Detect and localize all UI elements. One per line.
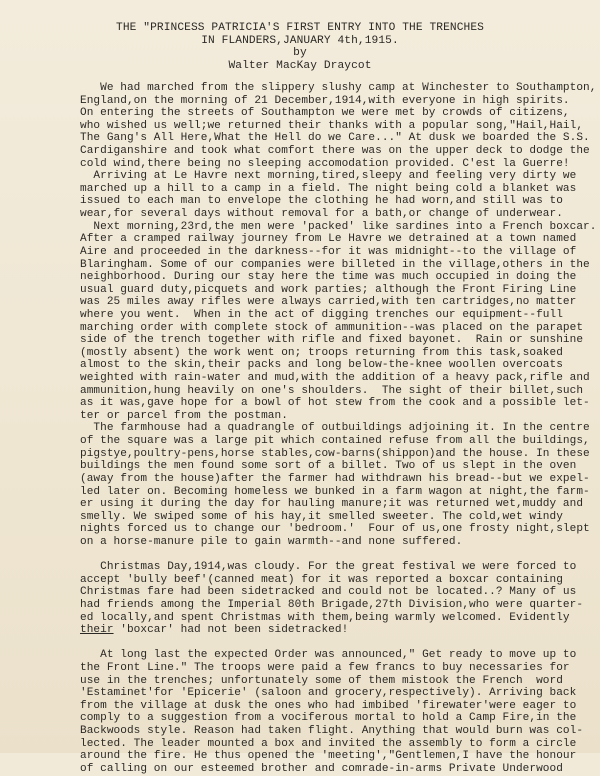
text-line: cold wind,there being no sleeping accomodation provided. C'est la Guerre! xyxy=(80,157,570,170)
text-line: ammunition,hung heavily on one's shoulders. The sight of their billet,such xyxy=(80,384,584,397)
text-line: of calling on our esteemed brother and comrade-in-arms Private Underwood xyxy=(80,762,563,775)
byline-author: Walter MacKay Draycot xyxy=(228,59,372,72)
paragraph xyxy=(80,221,600,423)
text-line: Next morning,23rd,the men were 'packed' like sardines into a French boxcar. xyxy=(80,220,597,233)
text-line: the Front Line." The troops were paid a few francs to buy necessaries for xyxy=(80,662,570,675)
text-line: as it was,gave hope for a bowl of hot stew from the cook and a possible let- xyxy=(80,397,590,410)
title-line-2: IN FLANDERS,JANUARY 4th,1915. xyxy=(201,34,399,47)
text-line: had friends among the Imperial 80th Brigade,27th Division,who were quarter- xyxy=(80,598,584,611)
document-header xyxy=(0,22,600,72)
text-line: where you went. When in the act of digging trenches our equipment--full xyxy=(80,308,563,321)
paragraph xyxy=(80,649,600,775)
text-line: neighborhood. During our stay here the time was much occupied in doing the xyxy=(80,271,577,284)
paragraph-gap xyxy=(80,637,600,650)
text-line: their 'boxcar' had not been sidetracked! xyxy=(80,624,349,637)
text-line: from the village at dusk the ones who had imbibed 'firewater'were eager to xyxy=(80,699,577,712)
text-line: Arriving at Le Havre next morning,tired,sleepy and feeling very dirty we xyxy=(80,170,577,183)
text-line: buildings the men found some sort of a billet. Two of us slept in the oven xyxy=(80,460,577,473)
title-line-1: THE "PRINCESS PATRICIA'S FIRST ENTRY INTO THE TRENCHES xyxy=(116,22,484,34)
text-line: use in the trenches; unfortunately some of them mistook the French word xyxy=(80,674,563,687)
text-line: After a cramped railway journey from Le Havre we detrained at a town named xyxy=(80,233,577,246)
text-line: Backwoods style. Reason had taken flight. Anything that would burn was col- xyxy=(80,725,584,738)
paragraph xyxy=(80,82,600,170)
text-line: weighted with rain-water and mud,with the addition of a heavy pack,rifle and xyxy=(80,372,590,385)
text-line: Cardiganshire and took what comfort there was on the upper deck to dodge the xyxy=(80,145,590,158)
document-body xyxy=(80,82,600,776)
text-line: who wished us well;we returned their thanks with a popular song,"Hail,Hail, xyxy=(80,119,584,132)
text-line: On entering the streets of Southampton we were met by crowds of citizens, xyxy=(80,107,570,120)
text-line: (away from the house)after the farmer had withdrawn his bread--but we expel- xyxy=(80,472,590,485)
text-line: At long last the expected Order was announced," Get ready to move up to xyxy=(80,649,577,662)
text-line: issued to each man to envelope the clothing he had worn,and still was to xyxy=(80,195,563,208)
text-line: 'Estaminet'for 'Epicerie' (saloon and grocery,respectively). Arriving back xyxy=(80,687,577,700)
text-line: England,on the morning of 21 December,1914,with everyone in high spirits. xyxy=(80,94,570,107)
text-line: on a horse-manure pile to gain warmth--and none suffered. xyxy=(80,535,463,548)
text-line: Aire and proceeded in the darkness--for it was midnight--to the village of xyxy=(80,245,577,258)
byline-by: by xyxy=(293,47,307,60)
text-line: ed locally,and spent Christmas with them,being warmly welcomed. Evidently xyxy=(80,611,570,624)
text-line: The farmhouse had a quadrangle of outbuildings adjoining it. In the centre xyxy=(80,422,590,435)
text-line: marching order with complete stock of ammunition--was placed on the parapet xyxy=(80,321,584,334)
text-line: usual guard duty,picquets and work parties; although the Front Firing Line xyxy=(80,283,577,296)
text-line: accept 'bully beef'(canned meat) for it was reported a boxcar containing xyxy=(80,573,563,586)
text-line: The Gang's All Here,What the Hell do we Care..." At dusk we boarded the S.S. xyxy=(80,132,590,145)
text-line: comply to a suggestion from a vociferous mortal to hold a Camp Fire,in the xyxy=(80,712,577,725)
text-line: er using it during the day for hauling manure;it was returned wet,muddy and xyxy=(80,498,584,511)
text-line: around the fire. He thus opened the 'meeting',"Gentlemen,I have the honour xyxy=(80,750,577,763)
text-line: smelly. We swiped some of his hay,it smelled sweeter. The cold,wet windy xyxy=(80,510,563,523)
text-line: was 25 miles away rifles were always carried,with ten cartridges,no matter xyxy=(80,296,577,309)
text-line: Christmas fare had been sidetracked and could not be located..? Many of us xyxy=(80,586,577,599)
text-line: Blaringham. Some of our companies were billeted in the village,others in the xyxy=(80,258,590,271)
text-line: marched up a hill to a camp in a field. The night being cold a blanket was xyxy=(80,182,577,195)
text-line: of the square was a large pit which contained refuse from all the buildings, xyxy=(80,435,590,448)
paragraph-gap xyxy=(80,549,600,562)
text-line: Christmas Day,1914,was cloudy. For the great festival we were forced to xyxy=(80,561,577,574)
text-line: ter or parcel from the postman. xyxy=(80,409,288,422)
paragraph xyxy=(80,561,600,637)
text-line: We had marched from the slippery slushy camp at Winchester to Southampton, xyxy=(80,82,597,94)
text-line: almost to the skin,their packs and long below-the-knee woollen overcoats xyxy=(80,359,563,372)
text-line: wear,for several days without removal for a bath,or change of underwear. xyxy=(80,208,563,221)
paragraph xyxy=(80,422,600,548)
text-line: (mostly absent) the work went on; troops returning from this task,soaked xyxy=(80,346,563,359)
text-line: nights forced us to change our 'bedroom.' Four of us,one frosty night,slept xyxy=(80,523,590,536)
text-line: pigstye,poultry-pens,horse stables,cow-barns(shippon)and the house. In these xyxy=(80,447,590,460)
text-line: side of the trench together with rifle and fixed bayonet. Rain or sunshine xyxy=(80,334,584,347)
paragraph xyxy=(80,170,600,220)
text-line: led later on. Becoming homeless we bunked in a farm wagon at night,the farm- xyxy=(80,485,590,498)
text-line: lected. The leader mounted a box and invited the assembly to form a circle xyxy=(80,737,577,750)
